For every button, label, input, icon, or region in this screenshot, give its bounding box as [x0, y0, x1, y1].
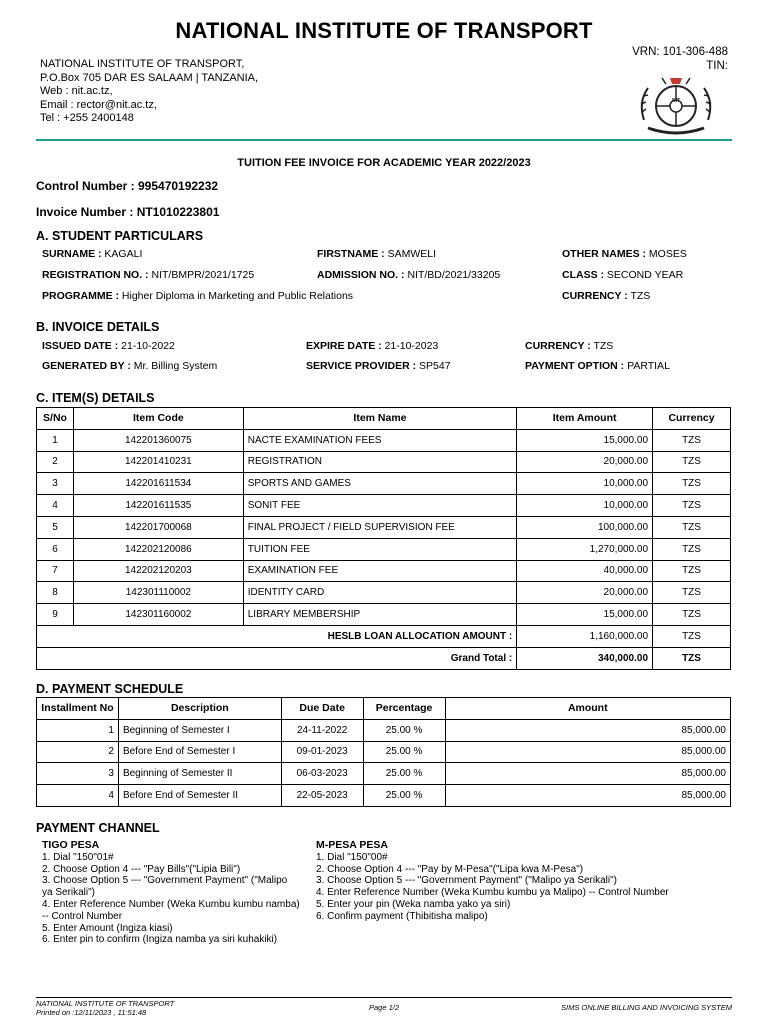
item-amount: 15,000.00 [517, 429, 653, 451]
item-sno: 7 [37, 560, 74, 582]
payment-channel-heading: PAYMENT CHANNEL [36, 821, 160, 835]
installment-amount: 85,000.00 [445, 719, 730, 741]
item-sno: 1 [37, 429, 74, 451]
logo-text: NIT [671, 98, 681, 104]
address-line: P.O.Box 705 DAR ES SALAAM | TANZANIA, [40, 71, 259, 84]
instruction-line: 6. Confirm payment (Thibitisha malipo) [316, 910, 488, 922]
item-code: 142201700068 [73, 516, 243, 538]
service-provider-field [306, 360, 451, 372]
programme-value: Higher Diploma in Marketing and Public Relations [121, 290, 354, 302]
footer-system-name: SIMS ONLINE BILLING AND INVOICING SYSTEM [560, 1003, 732, 1012]
item-sno: 3 [37, 473, 74, 495]
column-header: Currency [653, 408, 731, 430]
instruction-line: 4. Enter Reference Number (Weka Kumbu kumbu namba) [42, 898, 300, 910]
due-date: 22-05-2023 [281, 785, 363, 807]
item-code: 142201611534 [73, 473, 243, 495]
installment-amount: 85,000.00 [445, 785, 730, 807]
item-name: IDENTITY CARD [243, 582, 516, 604]
other-names-field [562, 248, 687, 260]
footer-printed-on: Printed on :12/11/2023 , 11:51:48 [36, 1008, 147, 1017]
service-provider-label: SERVICE PROVIDER : [306, 360, 417, 372]
installment-description: Before End of Semester II [118, 785, 281, 807]
item-code: 142201410231 [73, 451, 243, 473]
heslb-amount: 1,160,000.00 [517, 625, 653, 647]
invoice-subtitle: TUITION FEE INVOICE FOR ACADEMIC YEAR 2022/2023 [237, 157, 531, 169]
other-names-value: MOSES [648, 248, 687, 260]
tigo-pesa-title: TIGO PESA [42, 839, 100, 851]
registration-value: NIT/BMPR/2021/1725 [151, 269, 255, 281]
document-title: NATIONAL INSTITUTE OF TRANSPORT [175, 18, 593, 43]
installment-amount: 85,000.00 [445, 763, 730, 785]
column-header: S/No [37, 408, 74, 430]
table-row [37, 560, 731, 582]
class-label: CLASS : [562, 269, 604, 281]
due-date: 09-01-2023 [281, 741, 363, 763]
service-provider-value: SP547 [419, 360, 451, 372]
instruction-line: ya Serikali") [42, 887, 96, 899]
item-currency: TZS [653, 429, 731, 451]
issued-date-field [42, 340, 175, 352]
heslb-currency: TZS [653, 625, 731, 647]
items-heading: C. ITEM(S) DETAILS [36, 391, 155, 405]
item-sno: 6 [37, 538, 74, 560]
surname-field [42, 248, 142, 260]
institute-address [40, 58, 258, 126]
grand-total-amount: 340,000.00 [517, 647, 653, 669]
generated-by-label: GENERATED BY : [42, 360, 131, 372]
table-row [37, 763, 731, 785]
grand-total-label: Grand Total : [37, 647, 517, 669]
item-amount: 15,000.00 [517, 604, 653, 626]
heslb-label: HESLB LOAN ALLOCATION AMOUNT : [37, 625, 517, 647]
item-amount: 40,000.00 [517, 560, 653, 582]
item-name: REGISTRATION [243, 451, 516, 473]
generated-by-value: Mr. Billing System [133, 360, 218, 372]
installment-amount: 85,000.00 [445, 741, 730, 763]
item-code: 142201611535 [73, 495, 243, 517]
item-code: 142301160002 [73, 604, 243, 626]
item-code: 142201360075 [73, 429, 243, 451]
instruction-line: 2. Choose Option 4 --- "Pay Bills"("Lipia Bili") [42, 863, 241, 875]
column-header: Installment No [37, 698, 119, 720]
currency-label: CURRENCY : [525, 340, 591, 352]
currency-value: TZS [630, 290, 651, 302]
percentage: 25.00 % [363, 719, 445, 741]
item-currency: TZS [653, 604, 731, 626]
item-code: 142301110002 [73, 582, 243, 604]
table-row [37, 785, 731, 807]
installment-description: Beginning of Semester II [118, 763, 281, 785]
address-line: Tel : +255 2400148 [40, 112, 134, 124]
tax-info [632, 46, 728, 73]
item-name: EXAMINATION FEE [243, 560, 516, 582]
column-header: Description [118, 698, 281, 720]
control-number: Control Number : 995470192232 [36, 179, 219, 193]
expire-date-field [306, 340, 438, 352]
installment-no: 1 [37, 719, 119, 741]
column-header: Item Amount [517, 408, 653, 430]
heslb-row [37, 625, 731, 647]
installment-description: Before End of Semester I [118, 741, 281, 763]
table-row [37, 516, 731, 538]
percentage: 25.00 % [363, 763, 445, 785]
item-sno: 9 [37, 604, 74, 626]
item-code: 142202120203 [73, 560, 243, 582]
expire-date-value: 21-10-2023 [384, 340, 439, 352]
table-row [37, 495, 731, 517]
item-name: SONIT FEE [243, 495, 516, 517]
address-line: NATIONAL INSTITUTE OF TRANSPORT, [40, 58, 245, 70]
column-header: Item Name [243, 408, 516, 430]
installment-no: 3 [37, 763, 119, 785]
item-currency: TZS [653, 516, 731, 538]
percentage: 25.00 % [363, 785, 445, 807]
payment-option-value: PARTIAL [627, 360, 670, 372]
admission-label: ADMISSION NO. : [317, 269, 405, 281]
item-amount: 20,000.00 [517, 582, 653, 604]
item-sno: 4 [37, 495, 74, 517]
schedule-header-row [37, 698, 731, 720]
vrn-number: VRN: 101-306-488 [632, 46, 728, 58]
admission-field [317, 269, 500, 281]
payment-option-label: PAYMENT OPTION : [525, 360, 625, 372]
payment-option-field [525, 360, 670, 372]
registration-label: REGISTRATION NO. : [42, 269, 149, 281]
item-currency: TZS [653, 582, 731, 604]
item-currency: TZS [653, 560, 731, 582]
table-row [37, 719, 731, 741]
instruction-line: 2. Choose Option 4 --- "Pay by M-Pesa"("Lipa kwa M-Pesa") [316, 863, 584, 875]
generated-by-field [42, 360, 217, 372]
item-name: FINAL PROJECT / FIELD SUPERVISION FEE [243, 516, 516, 538]
instruction-line: 1. Dial "150"00# [316, 851, 388, 863]
column-header: Amount [445, 698, 730, 720]
due-date: 06-03-2023 [281, 763, 363, 785]
invoice-number: Invoice Number : NT1010223801 [36, 205, 220, 219]
class-value: SECOND YEAR [606, 269, 684, 281]
mpesa-instructions [316, 840, 736, 923]
instruction-line: 4. Enter Reference Number (Weka Kumbu kumbu ya Malipo) -- Control Number [316, 887, 669, 899]
header-divider [36, 139, 732, 141]
firstname-field [317, 248, 436, 260]
item-code: 142202120086 [73, 538, 243, 560]
table-row [37, 538, 731, 560]
invoice-currency-field [525, 340, 613, 352]
currency-value: TZS [593, 340, 614, 352]
item-name: TUITION FEE [243, 538, 516, 560]
issued-date-value: 21-10-2022 [121, 340, 175, 352]
percentage: 25.00 % [363, 741, 445, 763]
expire-date-label: EXPIRE DATE : [306, 340, 382, 352]
tin-number: TIN: [706, 59, 728, 72]
instruction-line: 5. Enter Amount (Ingiza kiasi) [42, 922, 173, 934]
item-sno: 8 [37, 582, 74, 604]
column-header: Percentage [363, 698, 445, 720]
table-row [37, 741, 731, 763]
item-sno: 5 [37, 516, 74, 538]
footer-org-name: NATIONAL INSTITUTE OF TRANSPORT [36, 999, 175, 1008]
items-header-row [37, 408, 731, 430]
invoice-details-heading: B. INVOICE DETAILS [36, 320, 160, 334]
student-currency-field [562, 290, 650, 302]
currency-label: CURRENCY : [562, 290, 628, 302]
instruction-line: 3. Choose Option 5 --- "Government Payment" ("Malipo ya Serikali") [316, 875, 617, 887]
table-row [37, 451, 731, 473]
item-currency: TZS [653, 538, 731, 560]
footer-page-number: Page 1/2 [369, 1003, 400, 1012]
instruction-line: 1. Dial "150"01# [42, 851, 114, 863]
surname-label: SURNAME : [42, 248, 102, 260]
item-name: LIBRARY MEMBERSHIP [243, 604, 516, 626]
installment-description: Beginning of Semester I [118, 719, 281, 741]
admission-value: NIT/BD/2021/33205 [407, 269, 501, 281]
item-currency: TZS [653, 473, 731, 495]
other-names-label: OTHER NAMES : [562, 248, 646, 260]
mpesa-title: M-PESA PESA [316, 839, 388, 851]
items-table [36, 407, 731, 670]
item-sno: 2 [37, 451, 74, 473]
table-row [37, 604, 731, 626]
grand-total-currency: TZS [653, 647, 731, 669]
item-name: SPORTS AND GAMES [243, 473, 516, 495]
issued-date-label: ISSUED DATE : [42, 340, 119, 352]
item-amount: 20,000.00 [517, 451, 653, 473]
registration-field [42, 269, 254, 281]
installment-no: 4 [37, 785, 119, 807]
payment-schedule-table [36, 697, 731, 807]
payment-schedule-heading: D. PAYMENT SCHEDULE [36, 682, 184, 696]
student-particulars-heading: A. STUDENT PARTICULARS [36, 229, 204, 243]
surname-value: KAGALI [104, 248, 143, 260]
address-line: Web : nit.ac.tz, [40, 85, 113, 97]
firstname-value: SAMWELI [387, 248, 437, 260]
instruction-line: 3. Choose Option 5 --- "Government Payment" ("Malipo [42, 875, 288, 887]
item-amount: 1,270,000.00 [517, 538, 653, 560]
table-row [37, 473, 731, 495]
firstname-label: FIRSTNAME : [317, 248, 385, 260]
item-currency: TZS [653, 451, 731, 473]
instruction-line: -- Control Number [42, 910, 123, 922]
item-currency: TZS [653, 495, 731, 517]
item-amount: 10,000.00 [517, 473, 653, 495]
column-header: Due Date [281, 698, 363, 720]
item-name: NACTE EXAMINATION FEES [243, 429, 516, 451]
nit-logo-icon [636, 72, 716, 136]
class-field [562, 269, 683, 281]
programme-field [42, 290, 353, 302]
item-amount: 10,000.00 [517, 495, 653, 517]
column-header: Item Code [73, 408, 243, 430]
address-line: Email : rector@nit.ac.tz, [40, 98, 157, 111]
installment-no: 2 [37, 741, 119, 763]
footer-org [36, 999, 174, 1017]
table-row [37, 429, 731, 451]
tigo-pesa-instructions [42, 840, 312, 946]
item-amount: 100,000.00 [517, 516, 653, 538]
instruction-line: 6. Enter pin to confirm (Ingiza namba ya siri kuhakiki) [42, 934, 278, 946]
footer-divider [36, 997, 732, 998]
grand-total-row [37, 647, 731, 669]
programme-label: PROGRAMME : [42, 290, 119, 302]
instruction-line: 5. Enter your pin (Weka namba yako ya siri) [316, 898, 511, 910]
due-date: 24-11-2022 [281, 719, 363, 741]
table-row [37, 582, 731, 604]
